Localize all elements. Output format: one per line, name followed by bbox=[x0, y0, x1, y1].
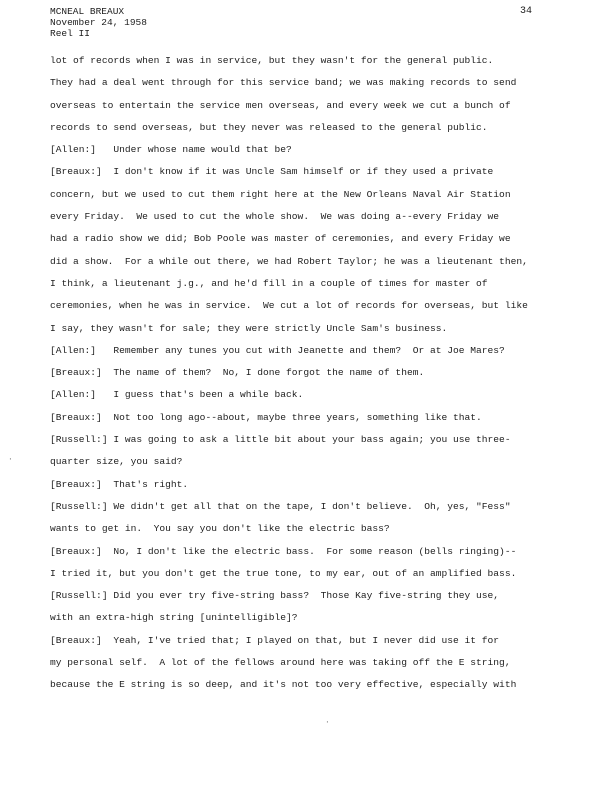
transcript-line: [Allen:] I guess that's been a while back. bbox=[50, 389, 304, 401]
header-date: November 24, 1958 bbox=[50, 17, 147, 28]
transcript-line: with an extra-high string [unintelligible]? bbox=[50, 612, 298, 624]
transcript-line: had a radio show we did; Bob Poole was master of ceremonies, and every Friday we bbox=[50, 233, 511, 245]
transcript-line: I tried it, but you don't get the true tone, to my ear, out of an amplified bass. bbox=[50, 567, 517, 579]
transcript-line: [Breaux:] No, I don't like the electric bass. For some reason (bells ringing)-- bbox=[50, 545, 517, 557]
transcript-line: [Breaux:] Yeah, I've tried that; I played on that, but I never did use it for bbox=[50, 634, 500, 646]
transcript-line: [Breaux:] I don't know if it was Uncle Sam himself or if they used a private bbox=[50, 166, 494, 178]
margin-mark: · bbox=[325, 718, 330, 727]
transcript-line: my personal self. A lot of the fellows around here was taking off the E string, bbox=[50, 657, 511, 669]
transcript-line: [Allen:] Under whose name would that be? bbox=[50, 144, 292, 156]
margin-mark: · bbox=[8, 455, 13, 464]
transcript-line: [Breaux:] That's right. bbox=[50, 478, 189, 490]
transcript-line: I think, a lieutenant j.g., and he'd fill in a couple of times for master of bbox=[50, 277, 488, 289]
transcript-line: every Friday. We used to cut the whole show. We was doing a--every Friday we bbox=[50, 211, 500, 223]
transcript-line: wants to get in. You say you don't like the electric bass? bbox=[50, 523, 390, 535]
transcript-line: did a show. For a while out there, we had Robert Taylor; he was a lieutenant then, bbox=[50, 255, 528, 267]
transcript-line: [Russell:] We didn't get all that on the tape, I don't believe. Oh, yes, "Fess" bbox=[50, 500, 511, 512]
transcript-line: overseas to entertain the service men overseas, and every week we cut a bunch of bbox=[50, 99, 511, 111]
transcript-line: concern, but we used to cut them right here at the New Orleans Naval Air Station bbox=[50, 188, 511, 200]
transcript-line: [Breaux:] The name of them? No, I done forgot the name of them. bbox=[50, 367, 425, 379]
transcript-line: quarter size, you said? bbox=[50, 456, 183, 468]
transcript-line: [Russell:] Did you ever try five-string bass? Those Kay five-string they use, bbox=[50, 590, 500, 602]
page-number: 34 bbox=[520, 6, 533, 17]
header-name: MCNEAL BREAUX bbox=[50, 6, 125, 17]
transcript-line: [Allen:] Remember any tunes you cut with Jeanette and them? Or at Joe Mares? bbox=[50, 344, 505, 356]
transcript-line: lot of records when I was in service, but they wasn't for the general public. bbox=[50, 55, 494, 66]
page-header bbox=[50, 6, 147, 39]
transcript-line: I say, they wasn't for sale; they were strictly Uncle Sam's business. bbox=[50, 322, 448, 334]
transcript-line: because the E string is so deep, and it's not too very effective, especially with bbox=[50, 679, 517, 691]
transcript-line: They had a deal went through for this service band; we was making records to send bbox=[50, 77, 517, 89]
transcript-line: [Breaux:] Not too long ago--about, maybe three years, something like that. bbox=[50, 411, 482, 423]
transcript-body bbox=[50, 50, 590, 697]
transcript-line: records to send overseas, but they never was released to the general public. bbox=[50, 121, 488, 133]
transcript-line: [Russell:] I was going to ask a little bit about your bass again; you use three- bbox=[50, 434, 511, 446]
header-reel: Reel II bbox=[50, 28, 90, 39]
transcript-line: ceremonies, when he was in service. We cut a lot of records for overseas, but like bbox=[50, 300, 528, 312]
